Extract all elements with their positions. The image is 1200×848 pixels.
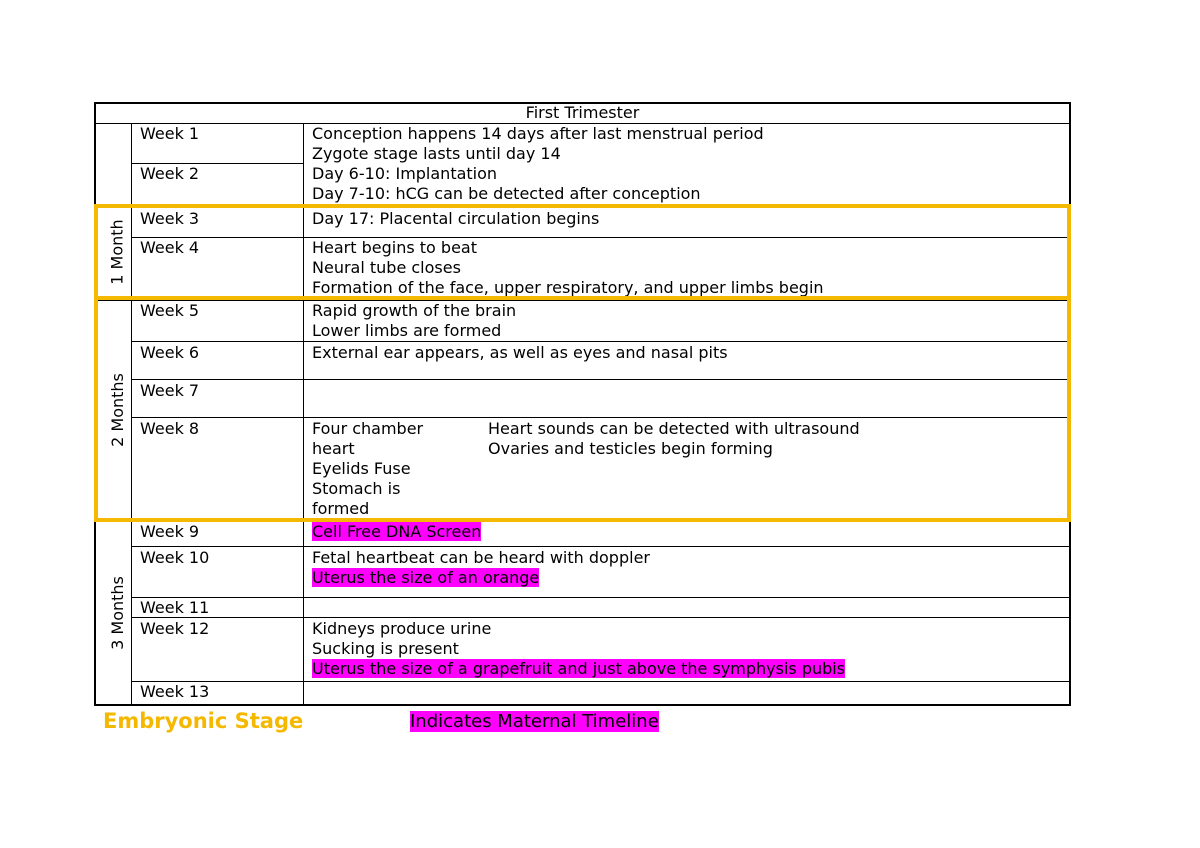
embryonic-stage-box — [94, 204, 1071, 300]
week-label: Week 1 — [140, 124, 200, 143]
table-title: First Trimester — [525, 103, 640, 122]
week-label: Week 6 — [140, 343, 200, 362]
cell-text: Kidneys produce urine — [312, 619, 492, 638]
cell-text: Heart sounds can be detected with ultrasound — [488, 419, 860, 438]
week-label: Week 5 — [140, 301, 200, 320]
month-label-3: 3 Months — [108, 575, 127, 650]
cell-text: heart — [312, 439, 355, 458]
cell-text: Heart begins to beat — [312, 238, 478, 257]
cell-text: Formation of the face, upper respiratory, and upper limbs begin — [312, 278, 824, 297]
maternal-highlight — [312, 568, 539, 588]
cell-text: Day 17: Placental circulation begins — [312, 209, 600, 228]
embryonic-stage-box — [94, 298, 1071, 522]
cell-text: Uterus the size of a grapefruit and just above the symphysis pubis — [312, 659, 846, 678]
cell-text: Day 7-10: hCG can be detected after conception — [312, 184, 701, 203]
week-label: Week 13 — [140, 682, 210, 701]
cell-text: formed — [312, 499, 370, 518]
cell-text: Uterus the size of an orange — [312, 568, 540, 587]
legend-embryonic-stage: Embryonic Stage — [103, 709, 304, 733]
maternal-highlight — [312, 522, 481, 542]
week-label: Week 9 — [140, 522, 200, 541]
week-label: Week 7 — [140, 381, 200, 400]
cell-text: Sucking is present — [312, 639, 459, 658]
cell-text: Stomach is — [312, 479, 401, 498]
cell-text: Four chamber — [312, 419, 424, 438]
week-label: Week 3 — [140, 209, 200, 228]
cell-text: Cell Free DNA Screen — [312, 522, 482, 541]
month-label-2: 2 Months — [108, 373, 127, 447]
week-label: Week 4 — [140, 238, 200, 257]
cell-text: Ovaries and testicles begin forming — [488, 439, 773, 458]
week-label: Week 2 — [140, 164, 200, 183]
cell-text: Rapid growth of the brain — [312, 301, 517, 320]
week-label: Week 10 — [140, 548, 210, 567]
cell-text: Zygote stage lasts until day 14 — [312, 144, 561, 163]
cell-text: Conception happens 14 days after last menstrual period — [312, 124, 764, 143]
cell-text: External ear appears, as well as eyes and nasal pits — [312, 343, 728, 362]
legend-maternal-label: Indicates Maternal Timeline — [410, 711, 659, 732]
week-label: Week 8 — [140, 419, 200, 438]
cell-text: Day 6-10: Implantation — [312, 164, 498, 183]
cell-text: Fetal heartbeat can be heard with doppler — [312, 548, 650, 567]
cell-text: Eyelids Fuse — [312, 459, 411, 478]
cell-text: Neural tube closes — [312, 258, 461, 277]
week-label: Week 11 — [140, 598, 210, 617]
cell-text: Lower limbs are formed — [312, 321, 502, 340]
maternal-highlight — [312, 659, 845, 679]
week-label: Week 12 — [140, 619, 210, 638]
month-label-1: 1 Month — [108, 219, 128, 285]
legend-maternal-timeline — [410, 710, 659, 734]
